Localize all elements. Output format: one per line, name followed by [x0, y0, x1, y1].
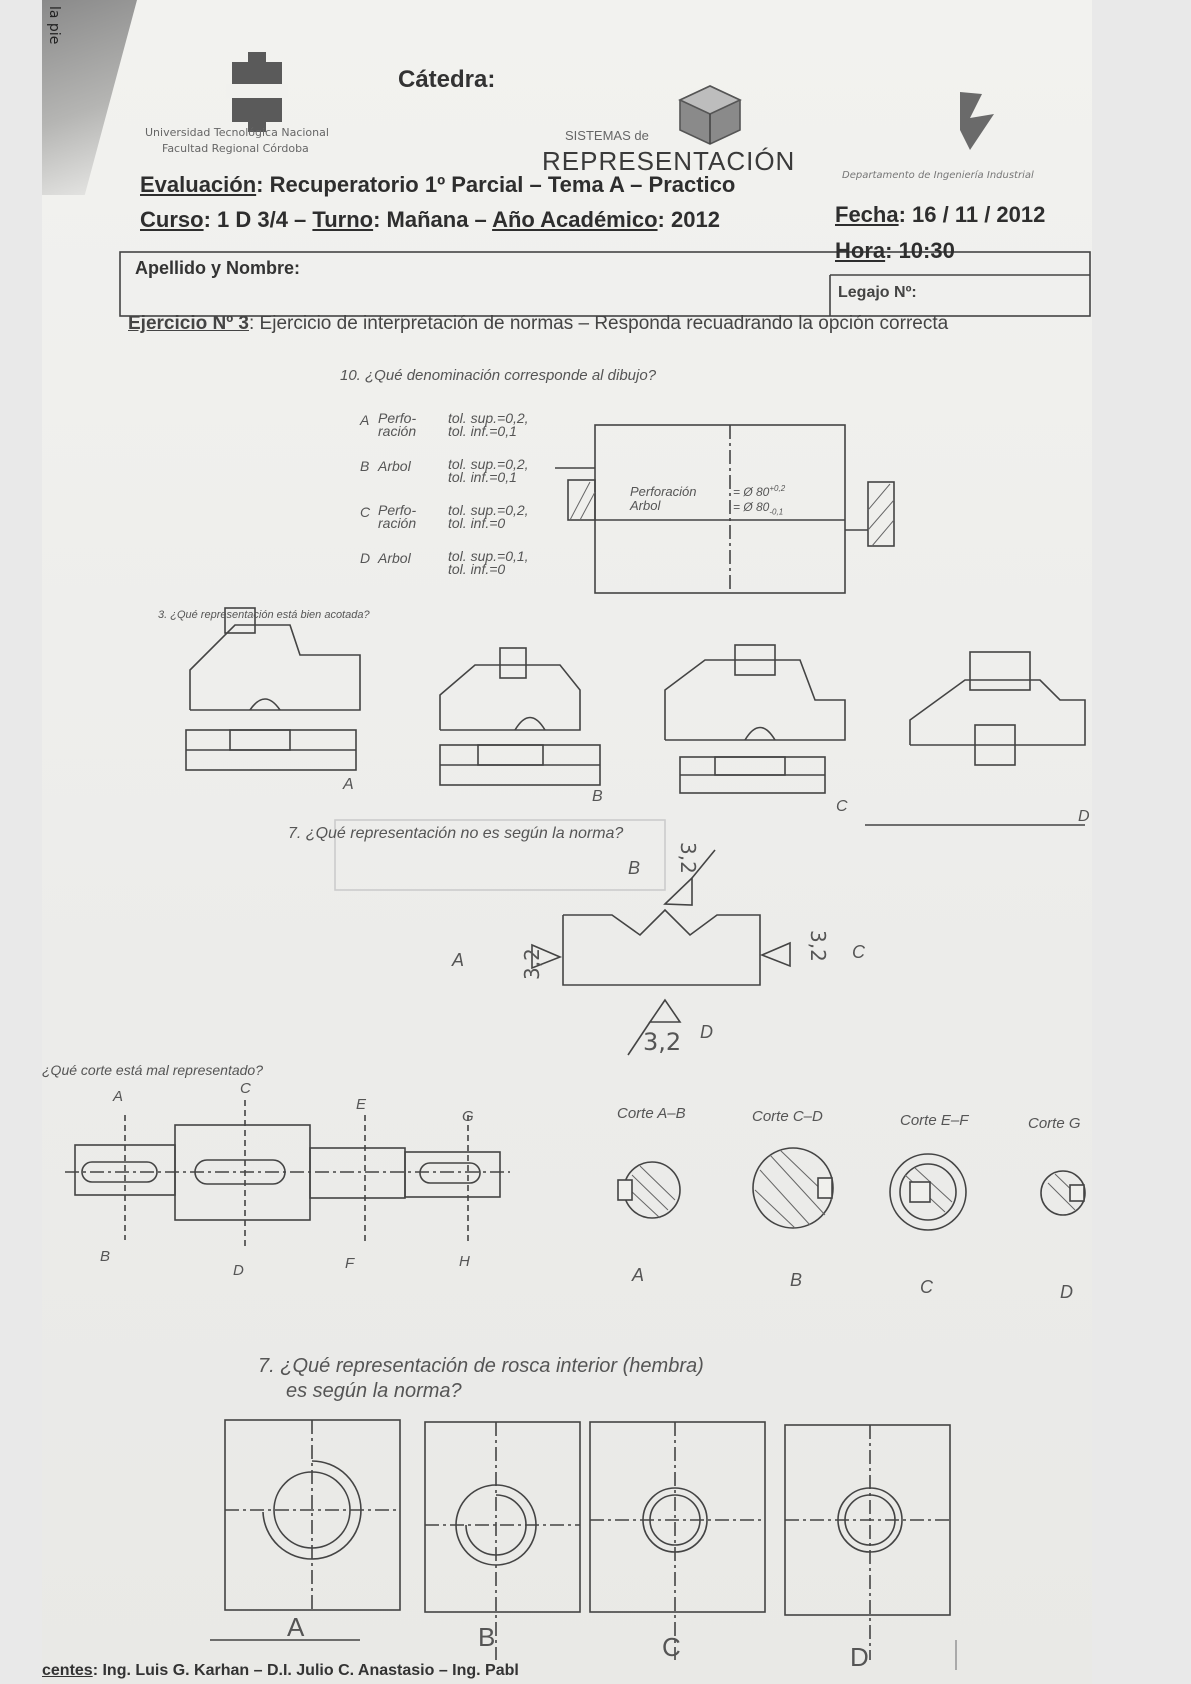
department-logo [960, 92, 994, 150]
q7b-question-line1: 7. ¿Qué representación de rosca interior (hembra) [258, 1355, 704, 1377]
q7a-label-a: A [452, 950, 465, 970]
section-letter-h: H [459, 1253, 470, 1270]
fecha-value: : 16 / 11 / 2012 [898, 202, 1046, 227]
hora-line [835, 238, 955, 264]
corte-answer-a: A [632, 1265, 645, 1285]
q7b-drawing-a [225, 1420, 400, 1610]
q7a-value-d: 3,2 [643, 1028, 682, 1056]
q7a-value-c: 3,2 [806, 930, 830, 962]
corte-sections [618, 1148, 1085, 1230]
turno-label: Turno [312, 207, 374, 232]
corte-question: ¿Qué corte está mal representado? [42, 1062, 264, 1078]
q7b-drawing-b [425, 1422, 580, 1660]
section-letter-a: A [113, 1088, 124, 1105]
q7b-question-line2: es según la norma? [286, 1380, 462, 1402]
q7b-label-c: C [662, 1632, 681, 1662]
exercise-label: Ejercicio Nº 3 [128, 313, 249, 334]
corte-ef-label: Corte E–F [900, 1112, 969, 1129]
q10-arbol-label: Arbol [630, 498, 661, 513]
q7b-label-b: B [478, 1622, 496, 1652]
q10-drawing [555, 425, 894, 593]
exercise-heading [128, 313, 948, 335]
corte-ab-label: Corte A–B [617, 1105, 686, 1122]
apellido-label: Apellido y Nombre: [135, 258, 301, 278]
dept-small-title: SISTEMAS de [565, 128, 649, 143]
curso-value: : 1 D 3/4 – [203, 207, 307, 232]
q3-drawing-b [440, 648, 600, 785]
q3-label-b: B [592, 788, 603, 805]
q7b-drawing-c [590, 1422, 765, 1660]
q3-question: 3. ¿Qué representación está bien acotada? [158, 609, 370, 621]
q7b-label-a: A [287, 1612, 305, 1642]
q7b-label-d: D [850, 1642, 869, 1672]
divider [955, 1640, 957, 1670]
q3-label-d: D [1078, 808, 1090, 825]
corte-shaft-drawing [65, 1100, 510, 1250]
q7a-label-d: D [700, 1022, 713, 1042]
section-letter-b: B [100, 1248, 111, 1265]
hora-label: Hora [835, 238, 886, 263]
section-letter-g: G [462, 1108, 474, 1125]
q7a-question: 7. ¿Qué representación no es según la norma? [288, 825, 624, 842]
faculty-name: Facultad Regional Córdoba [162, 142, 309, 155]
legajo-label: Legajo Nº: [838, 284, 917, 301]
fecha-line [835, 202, 1045, 228]
footer-professors [42, 1662, 519, 1680]
q7a-drawing [335, 820, 790, 1055]
hora-value: : 10:30 [885, 238, 955, 263]
fecha-label: Fecha [835, 202, 899, 227]
corner-text: la pie [46, 6, 62, 45]
q10-perforacion-label: Perforación [630, 484, 697, 499]
q10-perf-dim: = Ø $80^{+0,2}$ [733, 484, 786, 499]
q3-drawing-d [865, 652, 1085, 825]
q3-label-a: A [343, 776, 354, 793]
anio-label: Año Académico [492, 207, 658, 232]
section-letter-d: D [233, 1262, 244, 1279]
q7a-value-b: 3,2 [676, 842, 700, 874]
section-letter-e: E [356, 1096, 367, 1113]
q7a-label-b: B [628, 858, 641, 878]
turno-value: : Mañana – [373, 207, 487, 232]
footer-label: centes [42, 1662, 93, 1679]
anio-value: : 2012 [657, 207, 720, 232]
corte-answer-d: D [1060, 1282, 1073, 1302]
corte-cd-label: Corte C–D [752, 1108, 823, 1125]
q3-label-c: C [836, 798, 848, 815]
q10-arbol-dim: = Ø $80_{-0,1}$ [733, 500, 784, 517]
section-letter-f: F [345, 1255, 355, 1272]
corte-answer-b: B [790, 1270, 803, 1290]
q7a-label-c: C [852, 942, 865, 962]
evaluation-line [140, 172, 735, 198]
corte-g-label: Corte G [1028, 1115, 1081, 1132]
curso-label: Curso [140, 207, 204, 232]
q7a-value-a: 3,2 [520, 948, 544, 980]
eval-label: Evaluación [140, 172, 257, 197]
q3-drawing-c [665, 645, 845, 793]
q10-question: 10. ¿Qué denominación corresponde al dibujo? [340, 367, 657, 384]
dept-big-title: REPRESENTACIÓN [542, 146, 796, 176]
exercise-text: : Ejercicio de interpretación de normas – Responda recuadrando la opción correcta [249, 313, 949, 334]
section-letter-c: C [240, 1080, 251, 1097]
utn-logo [226, 52, 288, 132]
q3-drawing-a [186, 608, 360, 770]
cube-logo [680, 86, 740, 144]
curso-line [140, 207, 720, 233]
department-name: Departamento de Ingeniería Industrial [842, 170, 1034, 181]
university-name: Universidad Tecnológica Nacional [145, 126, 329, 139]
footer-text: : Ing. Luis G. Karhan – D.I. Julio C. Anastasio – Ing. Pabl [92, 1662, 519, 1679]
corte-answer-c: C [920, 1277, 933, 1297]
catedra-label: Cátedra: [398, 66, 496, 93]
eval-value: : Recuperatorio 1º Parcial – Tema A – Practico [256, 172, 736, 197]
